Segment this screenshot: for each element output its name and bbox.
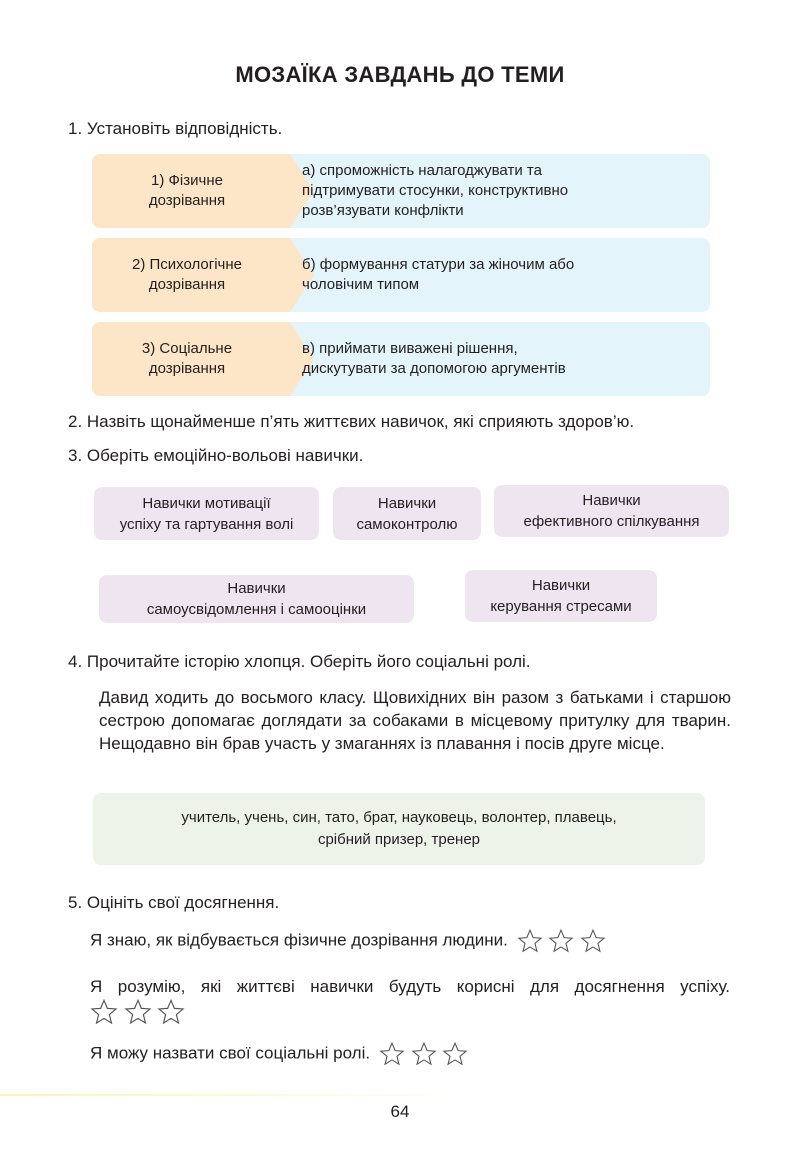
story-text: Давид ходить до восьмого класу. Щовихідних він разом з батьками і старшою сестрою допомагає доглядати за собаками в місцевому притулку для тварин. Нещодавно він брав участь у змаганнях із плавання і посів друге місце. bbox=[99, 688, 731, 753]
star-icon[interactable] bbox=[548, 928, 574, 954]
self-assessment-2 bbox=[90, 976, 730, 1026]
star-icon[interactable] bbox=[517, 928, 543, 954]
match-row-2 bbox=[92, 238, 710, 312]
match-right-text: в) приймати виважені рішення, дискутувати за допомогою аргументів bbox=[302, 340, 566, 377]
match-left-text: 3) Соціальне дозрівання bbox=[141, 340, 233, 377]
task-1-label: 1. Установіть відповідність. bbox=[68, 119, 283, 138]
match-right-text: а) спроможність налагоджувати та підтримувати стосунки, конструктивно розв’язувати конфлікти bbox=[302, 162, 569, 219]
roles-list: учитель, учень, син, тато, брат, науковець, волонтер, плавець, срібний призер, тренер bbox=[93, 793, 705, 865]
skill-chip-communication[interactable]: Навички ефективного спілкування bbox=[494, 485, 729, 537]
skill-chip-stress[interactable]: Навички керування стресами bbox=[465, 570, 657, 622]
match-row-1 bbox=[92, 154, 710, 228]
star-icon[interactable] bbox=[124, 998, 152, 1026]
footer-rule bbox=[0, 1094, 480, 1096]
star-rating[interactable] bbox=[517, 928, 607, 954]
skill-chip-motivation[interactable]: Навички мотивації успіху та гартування волі bbox=[94, 487, 319, 540]
self-assessment-3 bbox=[90, 1041, 469, 1067]
match-left-text: 2) Психологічне дозрівання bbox=[131, 256, 243, 293]
star-icon[interactable] bbox=[379, 1041, 405, 1067]
page-number: 64 bbox=[390, 1102, 410, 1121]
task-5-label: 5. Оцініть свої досягнення. bbox=[68, 893, 280, 912]
skill-chip-self-awareness[interactable]: Навички самоусвідомлення і самооцінки bbox=[99, 575, 414, 623]
match-row-3 bbox=[92, 322, 710, 396]
star-rating[interactable] bbox=[90, 998, 186, 1026]
self-assessment-text: Я можу назвати свої соціальні ролі. bbox=[90, 1043, 371, 1063]
star-icon[interactable] bbox=[411, 1041, 437, 1067]
star-rating[interactable] bbox=[379, 1041, 469, 1067]
match-left-text: 1) Фізичне дозрівання bbox=[148, 172, 226, 209]
self-assessment-text: Я знаю, як відбувається фізичне дозрівання людини. bbox=[90, 930, 508, 950]
skill-chip-self-control[interactable]: Навички самоконтролю bbox=[333, 487, 481, 540]
self-assessment-1 bbox=[90, 928, 607, 954]
task-2-label: 2. Назвіть щонайменше п’ять життєвих навичок, які сприяють здоров’ю. bbox=[68, 412, 635, 431]
star-icon[interactable] bbox=[90, 998, 118, 1026]
self-assessment-text: Я розумію, які життєві навички будуть корисні для досягнення успіху. bbox=[90, 977, 730, 996]
star-icon[interactable] bbox=[442, 1041, 468, 1067]
match-right-text: б) формування статури за жіночим або чоловічим типом bbox=[302, 256, 575, 293]
star-icon[interactable] bbox=[580, 928, 606, 954]
task-3-label: 3. Оберіть емоційно-вольові навички. bbox=[68, 446, 364, 465]
task-4-label: 4. Прочитайте історію хлопця. Оберіть його соціальні ролі. bbox=[68, 652, 531, 671]
star-icon[interactable] bbox=[157, 998, 185, 1026]
page-title: МОЗАЇКА ЗАВДАНЬ ДО ТЕМИ bbox=[235, 62, 565, 87]
